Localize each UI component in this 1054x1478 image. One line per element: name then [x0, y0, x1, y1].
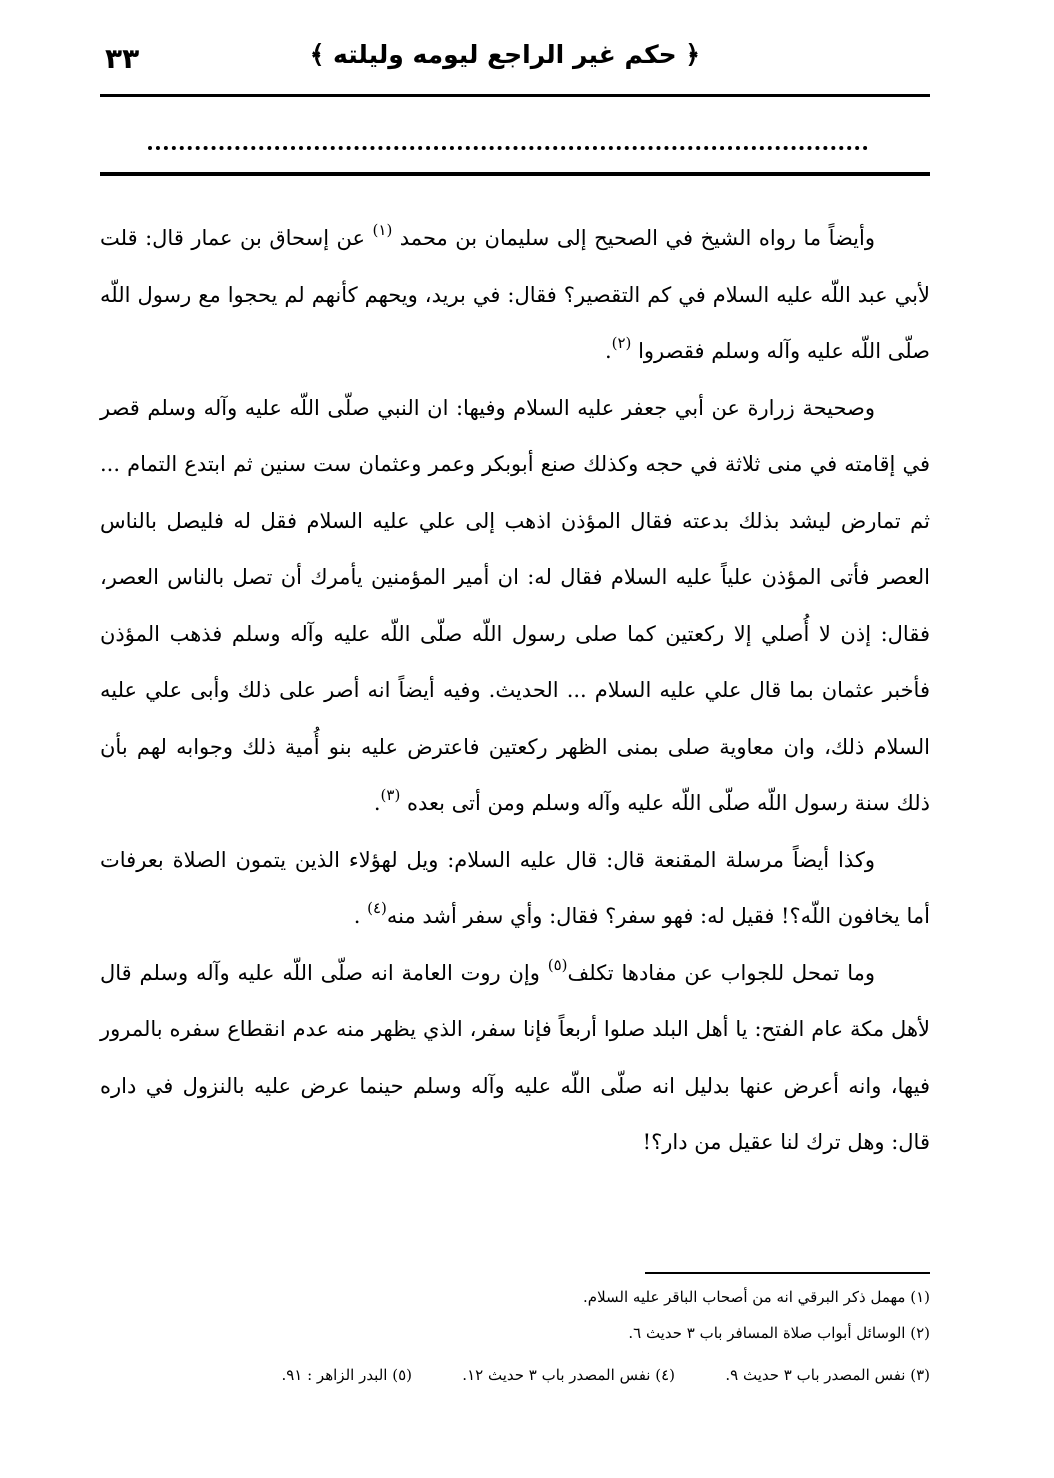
footnote-ref: (٥) [547, 955, 568, 974]
footnote-ref: (٣) [380, 786, 401, 804]
text-run: . [353, 904, 368, 928]
chapter-title: ﴿ حكم غير الراجع ليومه وليلته ﴾ [309, 40, 700, 69]
running-header [100, 40, 930, 90]
header-rule [100, 94, 930, 97]
footnote-row [100, 1366, 930, 1386]
paragraph [100, 832, 930, 945]
paragraph [100, 380, 930, 832]
dotted-separator [148, 138, 868, 150]
paragraph [100, 210, 930, 380]
footnote-rule [645, 1272, 930, 1274]
main-text [100, 210, 930, 1171]
text-run: عن إسحاق بن عمار قال: قلت لأبي عبد اللّه عليه السلام في كم التقصير؟ فقال: في بريد، ويحهم كأنهم لم يحجوا مع رسول اللّه صلّى اللّه عليه وآله وسلم فقصروا [100, 226, 930, 363]
text-run: وكذا أيضاً مرسلة المقنعة قال: قال عليه السلام: ويل لهؤلاء الذين يتمون الصلاة بعرفات أما يخافون اللّه؟! فقيل له: فهو سفر؟ فقال: وأي سفر أشد منه [100, 847, 930, 928]
footnote-5: (٥) البدر الزاهر : ٩١. [281, 1366, 412, 1384]
text-run: وإن روت العامة انه صلّى اللّه عليه وآله وسلم قال لأهل مكة عام الفتح: يا أهل البلد صلوا أربعاً فإنا سفر، الذي يظهر منه عدم انقطاع سفره بالمرور فيها، وانه أعرض عنها بدليل انه صلّى اللّه عليه وآله وسلم حينما عرض عليه بالنزول في داره قال: وهل ترك لنا عقيل من دار؟! [100, 960, 930, 1154]
footnote-1: (١) مهمل ذكر البرقي انه من أصحاب الباقر عليه السلام. [583, 1288, 930, 1306]
text-run: . [373, 791, 381, 815]
footnote-4: (٤) نفس المصدر باب ٣ حديث ١٢. [462, 1366, 675, 1384]
footnote-2: (٢) الوسائل أبواب صلاة المسافر باب ٣ حديث ٦. [628, 1324, 930, 1342]
paragraph [100, 945, 930, 1171]
page-number: ٣٣ [105, 42, 140, 75]
text-run: وصحيحة زرارة عن أبي جعفر عليه السلام وفيها: ان النبي صلّى اللّه عليه وآله وسلم قصر في إقامته في منى ثلاثة في حجه وكذلك صنع أبوبكر وعمر وعثمان ست سنين ثم ابتدع التمام ... ثم تمارض ليشد بذلك بدعته فقال المؤذن اذهب إلى علي عليه السلام فقل له فليصل بالناس العصر فأتى المؤذن علياً عليه السلام فقال له: ان أمير المؤمنين يأمرك أن تصل بالناس العصر، فقال: إذن لا أُصلي إلا ركعتين كما صلى رسول اللّه صلّى اللّه عليه وآله وسلم فذهب المؤذن فأخبر عثمان بما قال علي عليه السلام ... الحديث. وفيه أيضاً انه أصر على ذلك وأبى علي عليه السلام ذلك، وان معاوية صلى بمنى الظهر ركعتين فاعترض عليه بنو أُمية ذلك وجوابه لهم بأن ذلك سنة رسول اللّه صلّى اللّه عليه وآله وسلم ومن أتى بعده [100, 395, 930, 815]
text-run: . [604, 339, 612, 363]
footnote-ref: (١) [372, 221, 393, 239]
footnote-ref: (٢) [611, 334, 632, 352]
text-run: وما تمحل للجواب عن مفادها تكلف [567, 960, 875, 985]
footnote-ref: (٤) [367, 899, 387, 917]
footnote-3: (٣) نفس المصدر باب ٣ حديث ٩. [725, 1366, 930, 1384]
text-run: وأيضاً ما رواه الشيخ في الصحيح إلى سليمان بن محمد [392, 226, 875, 250]
section-rule [100, 172, 930, 176]
